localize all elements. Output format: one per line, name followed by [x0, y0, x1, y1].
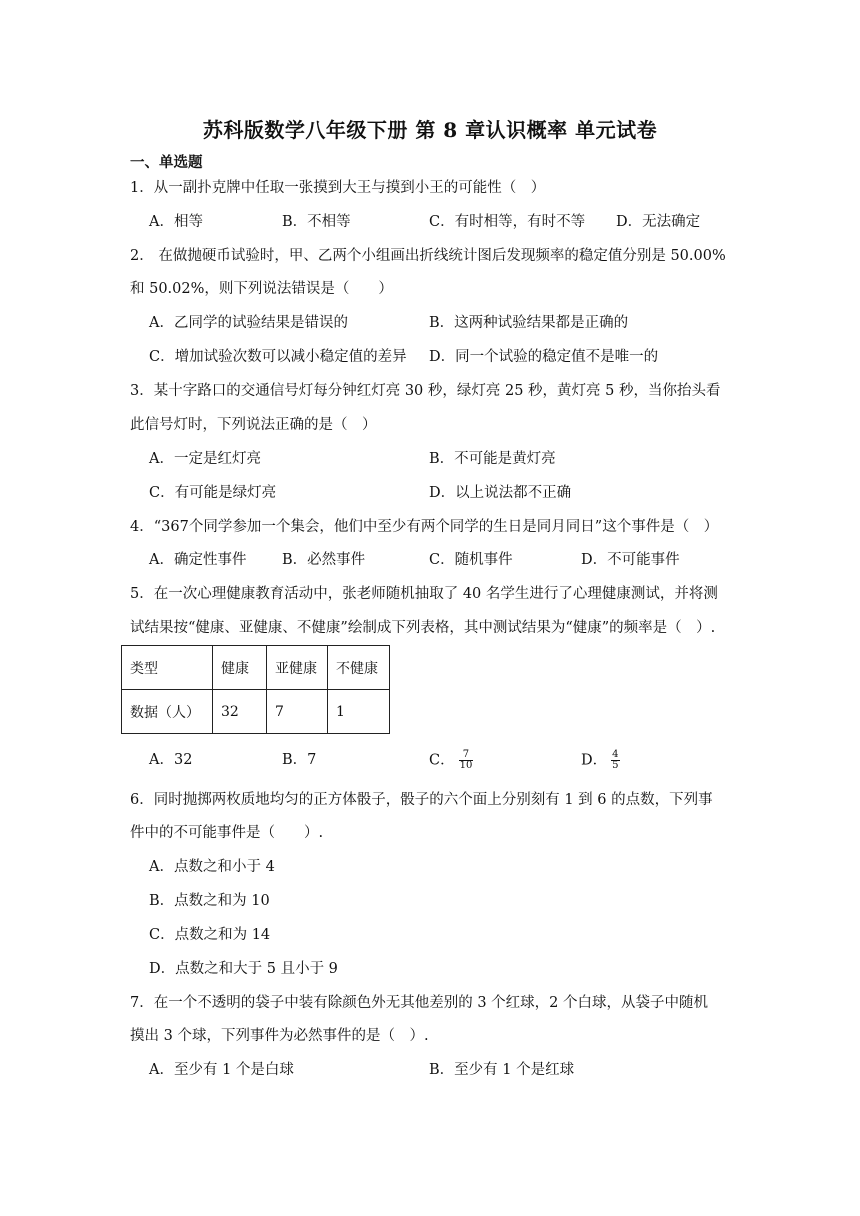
question-6-stem-line-2: 件中的不可能事件是（ ）. — [130, 825, 324, 841]
question-6-option-d: D．点数之和大于 5 且小于 9 — [149, 961, 338, 977]
question-6-stem-line-1: 6．同时抛掷两枚质地均匀的正方体骰子，骰子的六个面上分别刻有 1 到 6 的点数，下列事 — [130, 792, 713, 808]
table-header-row — [122, 646, 390, 690]
table-cell: 1 — [328, 690, 390, 734]
question-4-option-d: D．不可能事件 — [581, 552, 680, 568]
page-title: 苏科版数学八年级下册 第 8 章认识概率 单元试卷 — [202, 118, 658, 142]
fraction-denominator: 5 — [612, 760, 619, 771]
question-4-option-a: A．确定性事件 — [149, 552, 247, 568]
question-6-option-a: A．点数之和小于 4 — [149, 859, 275, 875]
fraction — [611, 750, 619, 771]
question-5-stem-line-2: 试结果按“健康、亚健康、不健康”绘制成下列表格，其中测试结果为“健康”的频率是（ ）. — [130, 620, 716, 636]
table-cell: 健康 — [213, 646, 267, 690]
survey-table — [121, 645, 390, 734]
fraction — [459, 750, 474, 771]
question-3-option-b: B．不可能是黄灯亮 — [429, 451, 556, 467]
question-3-option-c: C．有可能是绿灯亮 — [149, 485, 277, 501]
table-cell: 数据（人） — [122, 690, 213, 734]
table-cell: 7 — [267, 690, 328, 734]
table-cell: 亚健康 — [267, 646, 328, 690]
question-2-option-a: A．乙同学的试验结果是错误的 — [149, 315, 348, 331]
question-1-option-c: C．有时相等，有时不等 — [429, 214, 586, 230]
question-2-option-d: D．同一个试验的稳定值不是唯一的 — [429, 349, 659, 365]
question-7-option-b: B．至少有 1 个是红球 — [429, 1062, 575, 1078]
question-5-option-a: A．32 — [149, 752, 193, 768]
question-3-option-a: A．一定是红灯亮 — [149, 451, 261, 467]
question-5-stem-line-1: 5．在一次心理健康教育活动中，张老师随机抽取了 40 名学生进行了心理健康测试，并将测 — [130, 586, 718, 602]
fraction-numerator: 7 — [459, 750, 474, 761]
question-3-option-d: D．以上说法都不正确 — [429, 485, 572, 501]
question-4-option-b: B．必然事件 — [282, 552, 366, 568]
question-2-option-b: B．这两种试验结果都是正确的 — [429, 315, 629, 331]
table-cell: 不健康 — [328, 646, 390, 690]
question-2-stem-line-2: 和 50.02%，则下列说法错误是（ ） — [130, 281, 393, 297]
option-d-prefix: D． — [581, 752, 608, 769]
question-4-option-c: C．随机事件 — [429, 552, 513, 568]
question-7-stem-line-1: 7．在一个不透明的袋子中装有除颜色外无其他差别的 3 个红球，2 个白球，从袋子中随机 — [130, 995, 708, 1011]
question-1-option-d: D．无法确定 — [616, 214, 701, 230]
question-5-option-c — [429, 750, 473, 771]
question-1-stem: 1．从一副扑克牌中任取一张摸到大王与摸到小王的可能性（ ） — [130, 180, 546, 196]
question-2-option-c: C．增加试验次数可以减小稳定值的差异 — [149, 349, 407, 365]
question-5-option-b: B．7 — [282, 752, 317, 768]
table-cell: 32 — [213, 690, 267, 734]
table-cell: 类型 — [122, 646, 213, 690]
question-4-stem: 4．“367个同学参加一个集会，他们中至少有两个同学的生日是同月同日”这个事件是（ ） — [130, 519, 719, 535]
fraction-numerator: 4 — [612, 749, 619, 760]
question-3-stem-line-2: 此信号灯时，下列说法正确的是（ ） — [130, 417, 377, 433]
question-7-option-a: A．至少有 1 个是白球 — [149, 1062, 294, 1078]
section-heading: 一、单选题 — [130, 154, 203, 171]
question-5-option-d — [581, 750, 620, 771]
question-1-option-a: A．相等 — [149, 214, 203, 230]
option-c-prefix: C． — [429, 752, 455, 769]
question-6-option-c: C．点数之和为 14 — [149, 927, 271, 943]
question-2-stem-line-1: 2． 在做抛硬币试验时，甲、乙两个小组画出折线统计图后发现频率的稳定值分别是 50.00% — [130, 248, 726, 264]
table-row — [122, 690, 390, 734]
question-1-option-b: B．不相等 — [282, 214, 351, 230]
question-7-stem-line-2: 摸出 3 个球，下列事件为必然事件的是（ ）. — [130, 1028, 429, 1044]
question-3-stem-line-1: 3．某十字路口的交通信号灯每分钟红灯亮 30 秒，绿灯亮 25 秒，黄灯亮 5 秒，当你抬头看 — [130, 383, 721, 399]
fraction-denominator: 10 — [459, 760, 473, 771]
question-6-option-b: B．点数之和为 10 — [149, 893, 270, 909]
